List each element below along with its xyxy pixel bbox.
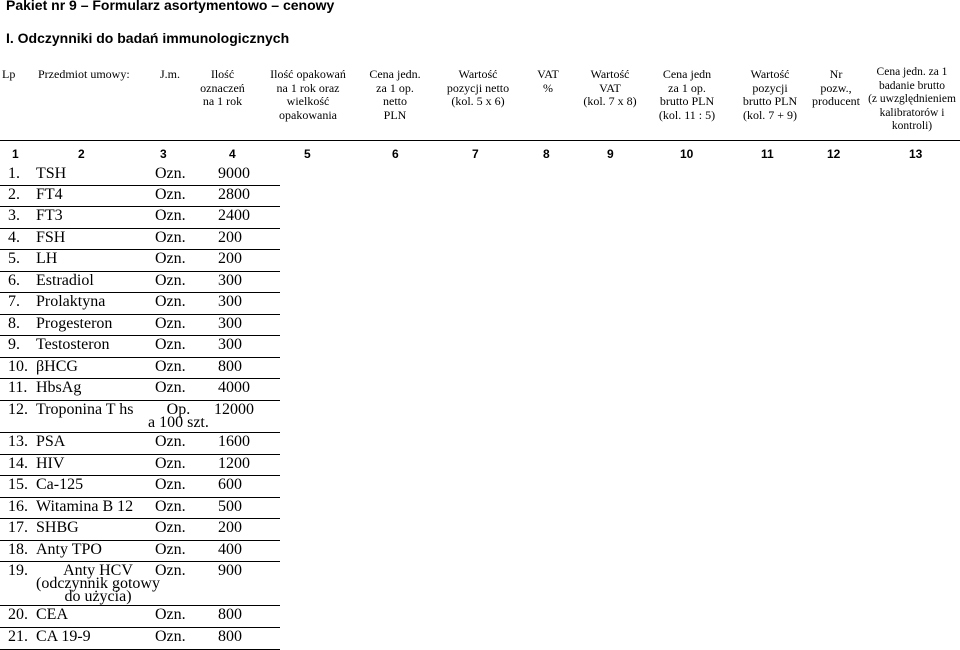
row-unit: Ozn. [155,433,186,450]
column-number: 4 [229,147,236,161]
row-lp: 7. [8,293,20,310]
row-name: FT3 [36,207,63,224]
row-unit: Ozn. [155,519,186,536]
row-qty: 200 [218,229,242,246]
row-unit: Ozn. [155,379,186,396]
row-lp: 19. [8,562,28,579]
row-unit: Ozn. [155,229,186,246]
row-name: Anty HCV (odczynnik gotowy do użycia) [36,562,160,605]
row-lp: 18. [8,541,28,558]
header-unit-price-net: Cena jedn. za 1 op. netto PLN [369,67,421,122]
row-lp: 15. [8,476,28,493]
row-lp: 12. [8,401,28,418]
row-unit: Ozn. [155,315,186,332]
row-name: FT4 [36,186,63,203]
header-divider [0,140,960,141]
row-qty: 300 [218,336,242,353]
row-lp: 14. [8,455,28,472]
header-subject: Przedmiot umowy: [38,67,130,81]
row-unit: Ozn. [155,293,186,310]
row-lp: 4. [8,229,20,246]
row-name: βHCG [36,358,78,375]
column-number: 7 [472,147,479,161]
header-lp: Lp [2,67,16,81]
header-vat: VAT % [537,67,559,95]
row-name: Anty TPO [36,541,102,558]
row-qty: 2800 [218,186,250,203]
row-qty: 500 [218,498,242,515]
row-lp: 6. [8,272,20,289]
row-name: Progesteron [36,315,113,332]
header-unit: J.m. [159,67,180,81]
row-unit: Ozn. [155,541,186,558]
row-unit: Ozn. [155,476,186,493]
row-name: Testosteron [36,336,110,353]
header-unit-price-gross: Cena jedn za 1 op. brutto PLN (kol. 11 : 5) [658,67,716,122]
row-unit: Ozn. [155,606,186,623]
row-name: LH [36,250,58,267]
column-number: 9 [607,147,614,161]
row-lp: 13. [8,433,28,450]
row-name: Prolaktyna [36,293,106,310]
row-name: Estradiol [36,272,94,289]
row-name: TSH [36,165,67,182]
row-unit: Ozn. [155,272,186,289]
row-unit: Ozn. [155,358,186,375]
row-lp: 2. [8,186,20,203]
row-qty: 800 [218,358,242,375]
row-lp: 1. [8,165,20,182]
row-name: HbsAg [36,379,82,396]
row-unit: Ozn. [155,165,186,182]
row-qty: 4000 [218,379,250,396]
row-qty: 300 [218,293,242,310]
row-unit: Ozn. [155,336,186,353]
row-unit: Ozn. [155,207,186,224]
column-number: 6 [392,147,399,161]
row-name: CA 19-9 [36,628,91,645]
column-number: 13 [909,147,923,161]
row-qty: 12000 [214,401,254,418]
row-qty: 800 [218,606,242,623]
row-lp: 8. [8,315,20,332]
row-unit: Op. a 100 szt. [148,401,209,431]
row-name: HIV [36,455,65,472]
row-lp: 3. [8,207,20,224]
section-title: I. Odczynniki do badań immunologicznych [6,30,290,46]
column-number: 10 [680,147,694,161]
column-number: 12 [827,147,841,161]
row-name: Troponina T hs [36,401,134,418]
row-qty: 9000 [218,165,250,182]
row-qty: 300 [218,315,242,332]
row-qty: 1200 [218,455,250,472]
header-packages: Ilość opakowań na 1 rok oraz wielkość opakowania [270,67,346,122]
row-qty: 200 [218,250,242,267]
row-unit: Ozn. [155,628,186,645]
row-lp: 5. [8,250,20,267]
row-unit: Ozn. [155,562,186,579]
column-number: 3 [160,147,167,161]
column-number: 5 [304,147,311,161]
header-vat-value: Wartość VAT (kol. 7 x 8) [583,67,637,108]
column-number: 8 [543,147,550,161]
row-name: Ca-125 [36,476,84,493]
row-lp: 10. [8,358,28,375]
row-lp: 9. [8,336,20,353]
row-unit: Ozn. [155,250,186,267]
row-name: PSA [36,433,66,450]
header-net-value: Wartość pozycji netto (kol. 5 x 6) [446,67,510,108]
row-qty: 200 [218,519,242,536]
row-lp: 20. [8,606,28,623]
row-qty: 2400 [218,207,250,224]
column-number: 1 [12,147,19,161]
row-lp: 16. [8,498,28,515]
row-name: CEA [36,606,68,623]
row-lp: 11. [8,379,28,396]
row-unit: Ozn. [155,498,186,515]
column-number: 11 [761,147,774,161]
row-lp: 17. [8,519,28,536]
row-qty: 800 [218,628,242,645]
row-qty: 300 [218,272,242,289]
column-number: 2 [78,147,85,161]
header-price-per-test: Cena jedn. za 1 badanie brutto (z uwzględnieniem kalibratorów i kontroli) [868,66,956,132]
row-qty: 400 [218,541,242,558]
document-title: Pakiet nr 9 – Formularz asortymentowo – cenowy [6,0,335,13]
header-qty: Ilość oznaczeń na 1 rok [200,67,245,108]
header-gross-value: Wartość pozycji brutto PLN (kol. 7 + 9) [742,67,798,122]
row-qty: 600 [218,476,242,493]
header-permit-producer: Nr pozw., producent [812,67,860,108]
row-name: SHBG [36,519,79,536]
row-qty: 1600 [218,433,250,450]
row-qty: 900 [218,562,242,579]
row-lp: 21. [8,628,28,645]
row-name: Witamina B 12 [36,498,134,515]
row-unit: Ozn. [155,455,186,472]
row-unit: Ozn. [155,186,186,203]
row-name: FSH [36,229,66,246]
